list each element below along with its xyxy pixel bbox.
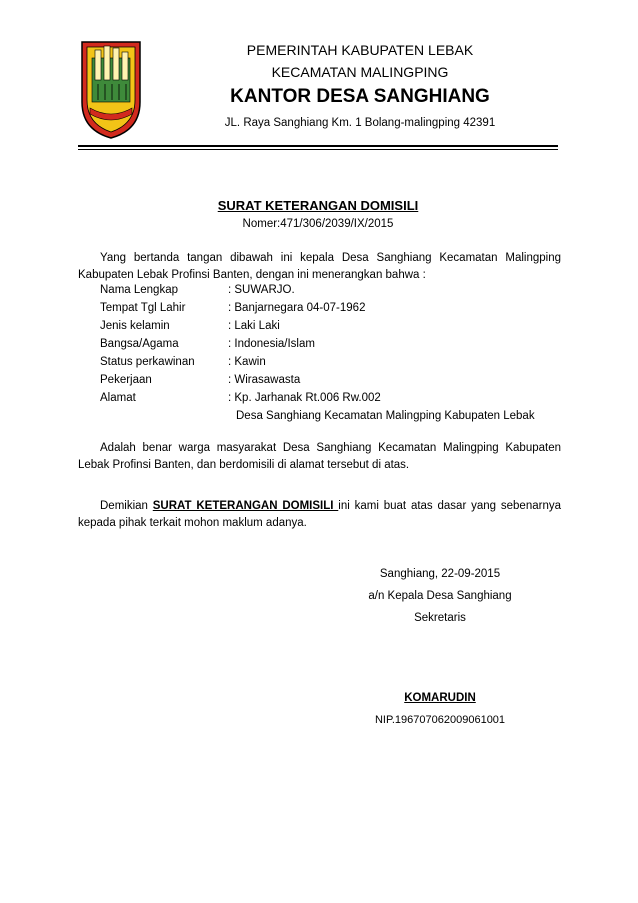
field-label-birth: Tempat Tgl Lahir [100,302,186,314]
field-label-nationality-religion: Bangsa/Agama [100,338,179,350]
signature-place-date: Sanghiang, 22-09-2015 [379,568,501,580]
document-number: Nomer:471/306/2039/IX/2015 [242,218,394,230]
letterhead-rule-thick [78,145,558,147]
field-label-address: Alamat [100,392,136,404]
intro-paragraph [78,250,561,284]
regency-crest-icon [78,40,144,140]
field-value-nationality-religion: : Indonesia/Islam [228,338,315,350]
signatory-nip: NIP.196707062009061001 [374,714,506,726]
field-value-occupation: : Wirasawasta [228,374,301,386]
field-value-address-line2: Desa Sanghiang Kecamatan Malingping Kabupaten Lebak [236,410,535,422]
field-value-address: : Kp. Jarhanak Rt.006 Rw.002 [228,392,381,404]
field-label-name: Nama Lengkap [100,284,178,296]
office-name: KANTOR DESA SANGHIANG [230,86,490,107]
closing-prefix: Demikian [100,500,153,512]
field-value-birth: : Banjarnegara 04-07-1962 [228,302,366,314]
statement-text: Adalah benar warga masyarakat Desa Sanghiang Kecamatan Malingping Kabupaten Lebak Profinsi Banten, dan berdomisili di alamat tersebut di atas. [78,442,561,471]
letterhead-rule-thin [78,149,558,150]
closing-emphasis: SURAT KETERANGAN DOMISILI [152,500,339,512]
field-label-gender: Jenis kelamin [100,320,170,332]
closing-suffix: ini kami buat atas dasar yang sebenarnya kepada pihak terkait mohon maklum adanya. [78,500,561,529]
closing-paragraph [78,498,561,532]
field-value-marital-status: : Kawin [228,356,266,368]
signatory-name: KOMARUDIN [404,692,476,704]
district-name: KECAMATAN MALINGPING [271,64,449,80]
field-value-gender: : Laki Laki [228,320,280,332]
signature-on-behalf: a/n Kepala Desa Sanghiang [368,590,512,602]
intro-text: Yang bertanda tangan dibawah ini kepala Desa Sanghiang Kecamatan Malingping Kabupaten Lebak Profinsi Banten, dengan ini menerangkan bahwa : [78,252,561,281]
statement-paragraph [78,440,561,474]
field-label-occupation: Pekerjaan [100,374,152,386]
office-address: JL. Raya Sanghiang Km. 1 Bolang-malingping 42391 [224,117,496,129]
field-label-marital-status: Status perkawinan [100,356,195,368]
government-name: PEMERINTAH KABUPATEN LEBAK [246,42,474,58]
field-value-name: : SUWARJO. [228,284,295,296]
signature-position: Sekretaris [414,612,466,624]
document-title: SURAT KETERANGAN DOMISILI [217,198,419,213]
